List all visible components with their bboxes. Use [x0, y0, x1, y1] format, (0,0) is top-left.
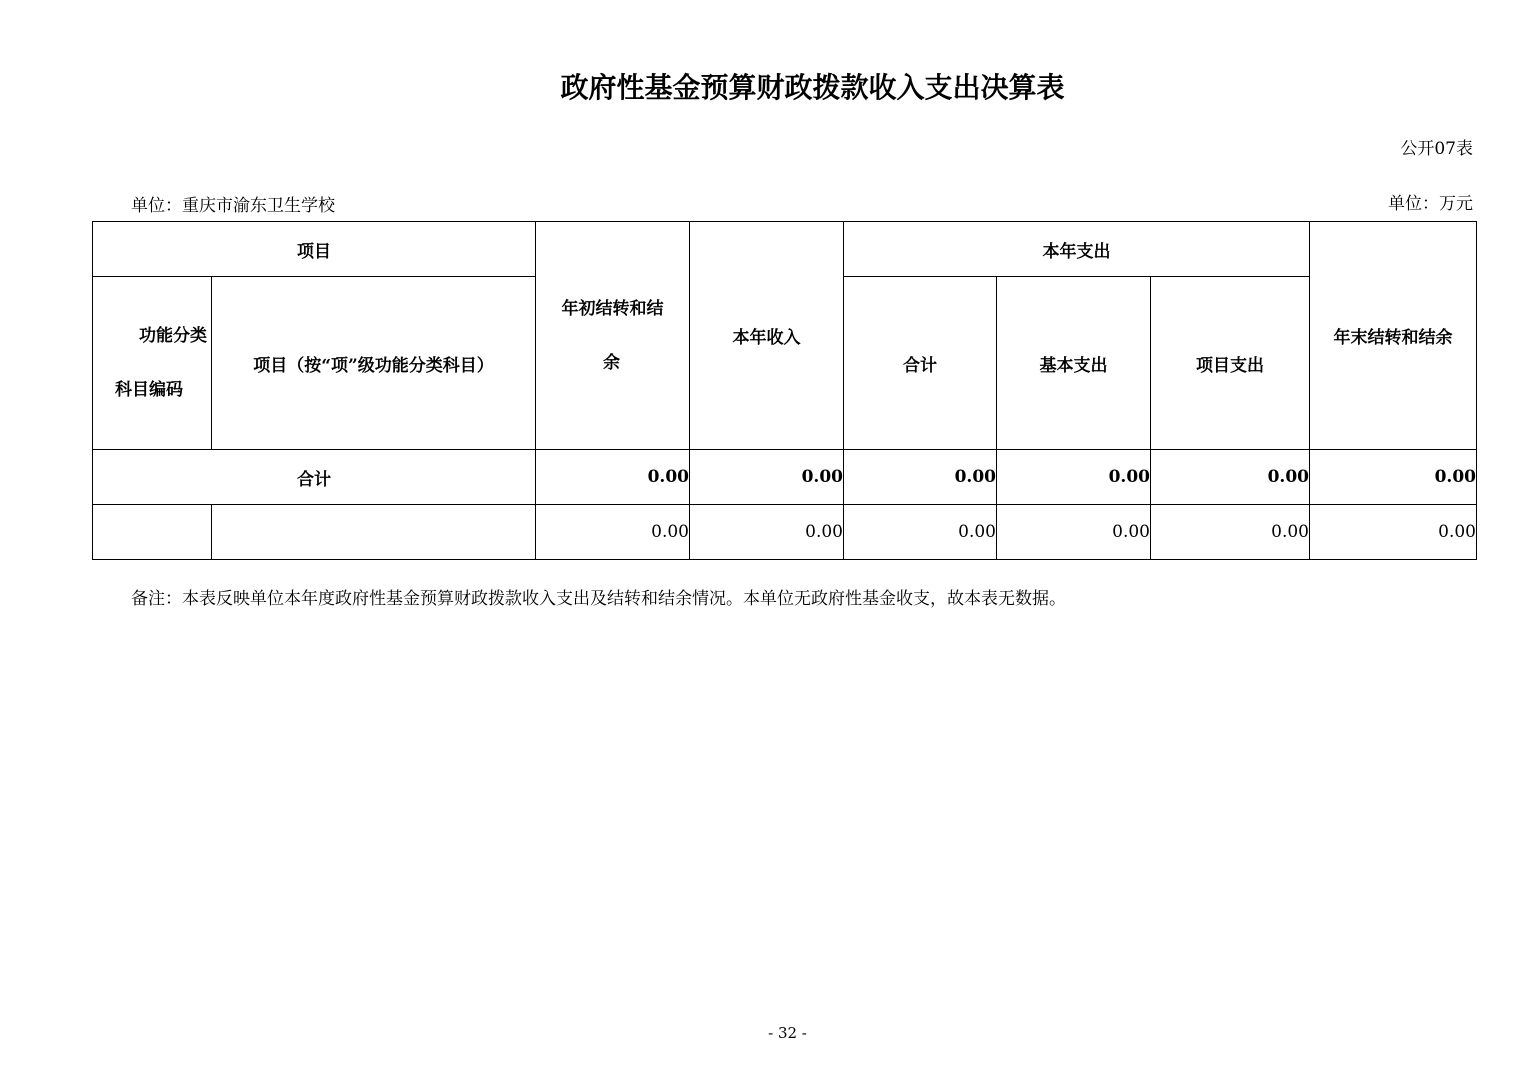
header-exp-basic: 基本支出 [997, 277, 1151, 450]
table-note: 备注：本表反映单位本年度政府性基金预算财政拨款收入支出及结转和结余情况。本单位无政府性基金收支，故本表无数据。 [131, 589, 1066, 609]
unit-organization: 单位：重庆市渝东卫生学校 [131, 196, 335, 216]
header-income: 本年收入 [690, 222, 844, 450]
row-exp-total: 0.00 [844, 505, 997, 560]
row-exp-basic: 0.00 [997, 505, 1151, 560]
table-row [93, 505, 1477, 560]
total-exp-total: 0.00 [844, 450, 997, 505]
total-exp-basic: 0.00 [997, 450, 1151, 505]
page-number: - 32 - [768, 1024, 807, 1042]
header-exp-project: 项目支出 [1151, 277, 1310, 450]
header-item: 项目 [93, 222, 536, 277]
row-exp-project: 0.00 [1151, 505, 1310, 560]
total-row [93, 450, 1477, 505]
header-exp-total: 合计 [844, 277, 997, 450]
total-exp-project: 0.00 [1151, 450, 1310, 505]
budget-table [92, 221, 1477, 560]
row-income: 0.00 [690, 505, 844, 560]
row-closing: 0.00 [1310, 505, 1477, 560]
header-opening-balance [536, 222, 690, 450]
row-code [93, 505, 212, 560]
row-opening: 0.00 [536, 505, 690, 560]
total-label: 合计 [93, 450, 536, 505]
form-number: 公开07表 [1400, 139, 1473, 159]
header-row-1 [93, 222, 1477, 277]
total-closing: 0.00 [1310, 450, 1477, 505]
header-item-detail: 项目（按“项”级功能分类科目） [212, 277, 536, 450]
header-opening-line2: 余 [603, 352, 620, 373]
page-title: 政府性基金预算财政拨款收入支出决算表 [560, 71, 1065, 104]
header-func-code-line1: 功能分类 [139, 326, 207, 346]
header-func-code-line2: 科目编码 [115, 380, 183, 400]
total-opening: 0.00 [536, 450, 690, 505]
header-opening-line1: 年初结转和结 [561, 298, 664, 319]
header-closing-balance: 年末结转和结余 [1310, 222, 1477, 450]
header-expenditure: 本年支出 [844, 222, 1310, 277]
total-income: 0.00 [690, 450, 844, 505]
unit-currency: 单位：万元 [1388, 194, 1473, 214]
row-name [212, 505, 536, 560]
header-function-code [93, 277, 212, 450]
